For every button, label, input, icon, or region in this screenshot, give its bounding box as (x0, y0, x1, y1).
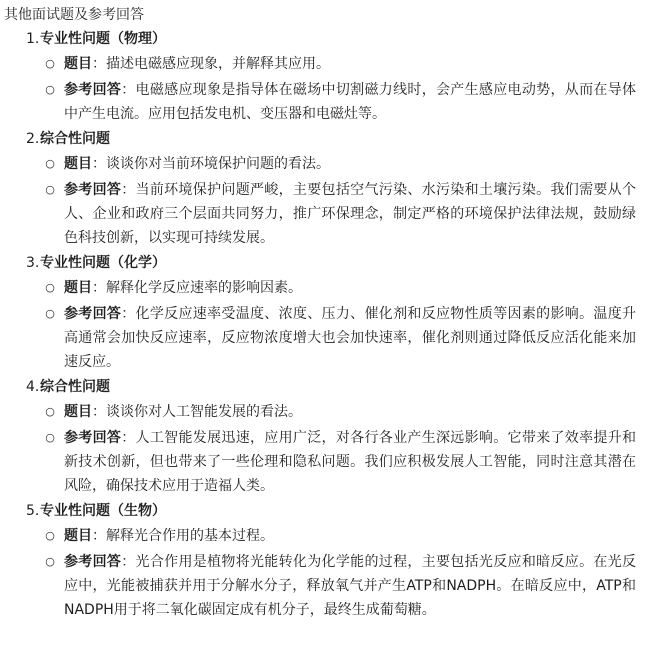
section-list (4, 28, 644, 622)
answer-text: ：当前环境保护问题严峻，主要包括空气污染、水污染和土壤污染。我们需要从个人、企业和政府三个层面共同努力，推广环保理念，制定严格的环境保护法律法规，鼓励绿色科技创新，以实现可持续发展。 (64, 182, 637, 246)
question-label: 题目 (64, 56, 92, 72)
question-label: 题目 (64, 156, 92, 172)
section-number: 3. (26, 255, 40, 271)
question-text: ：描述电磁感应现象，并解释其应用。 (92, 56, 330, 72)
bullet-circle-icon: ○ (45, 83, 55, 96)
bullet-circle-icon: ○ (45, 281, 55, 294)
question-item (4, 52, 644, 76)
section-title: 综合性问题 (40, 379, 110, 395)
answer-item (4, 426, 644, 498)
bullet-circle-icon: ○ (45, 529, 55, 542)
bullet-circle-icon: ○ (45, 157, 55, 170)
section-item (4, 28, 644, 126)
question-item (4, 276, 644, 300)
answer-label: 参考回答 (64, 430, 122, 446)
document-heading: 其他面试题及参考回答 (4, 7, 144, 23)
item-list (4, 276, 644, 374)
question-item (4, 400, 644, 424)
section-number: 1. (26, 31, 40, 47)
item-list (4, 52, 644, 126)
answer-text: ：人工智能发展迅速，应用广泛，对各行各业产生深远影响。它带来了效率提升和新技术创新，但也带来了一些伦理和隐私问题。我们应积极发展人工智能，同时注意其潜在风险，确保技术应用于造福人类。 (64, 430, 637, 494)
section-number: 4. (26, 379, 40, 395)
question-item (4, 524, 644, 548)
section-number: 5. (26, 503, 40, 519)
section-item (4, 252, 644, 374)
item-list (4, 152, 644, 250)
answer-label: 参考回答 (64, 82, 122, 98)
bullet-circle-icon: ○ (45, 183, 55, 196)
answer-item (4, 550, 644, 622)
question-text: ：谈谈你对当前环境保护问题的看法。 (92, 156, 330, 172)
section-item (4, 128, 644, 250)
section-title-row (4, 500, 644, 524)
item-list (4, 400, 644, 498)
answer-label: 参考回答 (64, 306, 122, 322)
bullet-circle-icon: ○ (45, 405, 55, 418)
question-text: ：谈谈你对人工智能发展的看法。 (92, 404, 302, 420)
section-item (4, 376, 644, 498)
question-item (4, 152, 644, 176)
question-text: ：解释化学反应速率的影响因素。 (92, 280, 302, 296)
answer-text: ：光合作用是植物将光能转化为化学能的过程，主要包括光反应和暗反应。在光反应中，光能被捕获并用于分解水分子，释放氧气并产生ATP和NADPH。在暗反应中，ATP和NADPH用于将二氧化碳固定成有机分子，最终生成葡萄糖。 (64, 554, 637, 618)
bullet-circle-icon: ○ (45, 307, 55, 320)
answer-item (4, 302, 644, 374)
section-item (4, 500, 644, 622)
question-label: 题目 (64, 528, 92, 544)
document (4, 4, 644, 622)
answer-text: ：电磁感应现象是指导体在磁场中切割磁力线时，会产生感应电动势，从而在导体中产生电流。应用包括发电机、变压器和电磁灶等。 (64, 82, 637, 122)
bullet-circle-icon: ○ (45, 57, 55, 70)
question-label: 题目 (64, 404, 92, 420)
section-title: 专业性问题（生物） (40, 503, 166, 519)
question-text: ：解释光合作用的基本过程。 (92, 528, 274, 544)
bullet-circle-icon: ○ (45, 431, 55, 444)
answer-item (4, 78, 644, 126)
section-title: 专业性问题（物理） (40, 31, 166, 47)
answer-label: 参考回答 (64, 554, 122, 570)
section-title-row (4, 376, 644, 400)
section-title: 专业性问题（化学） (40, 255, 166, 271)
answer-text: ：化学反应速率受温度、浓度、压力、催化剂和反应物性质等因素的影响。温度升高通常会加快反应速率，反应物浓度增大也会加快速率，催化剂则通过降低反应活化能来加速反应。 (64, 306, 637, 370)
section-title-row (4, 28, 644, 52)
answer-item (4, 178, 644, 250)
question-label: 题目 (64, 280, 92, 296)
bullet-circle-icon: ○ (45, 555, 55, 568)
answer-label: 参考回答 (64, 182, 122, 198)
section-title-row (4, 128, 644, 152)
section-title: 综合性问题 (40, 131, 110, 147)
section-number: 2. (26, 131, 40, 147)
section-title-row (4, 252, 644, 276)
item-list (4, 524, 644, 622)
